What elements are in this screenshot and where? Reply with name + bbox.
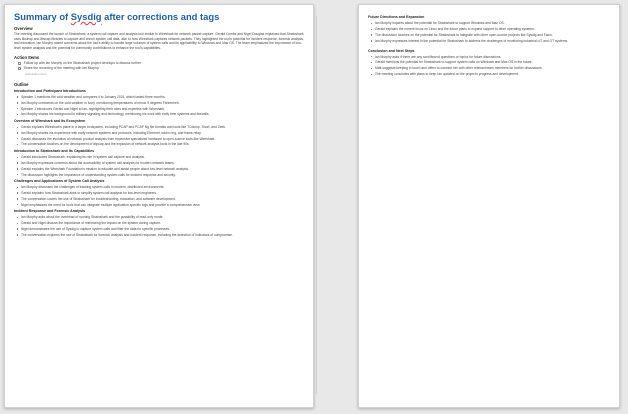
overview-text: The meeting discussed the launch of Stratoshark, a system call capture and analysis tool similar to Wireshark for network packet capture. Gerald Combs and Nigel Douglas explained that Stratoshark uses libsinsp and libscap libraries to capture and enrich system call data, akin to how Wireshark captures network packets. They highlighted the tool's potential for incident response, forensic analysis, and education. Ian Murphy raised concerns about the tool's ability to handle large volumes of system calls and its applicability to Windows and Mac OS. The team emphasized the importance of low-level system analysis and the potential for community contributions to enhance the tool's capabilities. <box>14 32 304 50</box>
outline-bullet-list <box>368 21 610 43</box>
outline-bullet-list <box>368 55 610 77</box>
page-divider <box>316 16 317 394</box>
action-item <box>18 61 304 65</box>
outline-bullet-list <box>14 215 304 237</box>
page-title <box>14 11 304 22</box>
list-item: Nigel emphasizes the need for tools that can integrate multiple application-specific logs and provide a comprehensive view. <box>14 203 304 207</box>
list-item: Gerald explains how Stratoshark aims to simplify system call analysis for low-level engineers. <box>14 191 304 195</box>
list-item: Ian Murphy shares his background in military signaling and technology, mentioning his work with early time systems and firewalls. <box>14 112 304 116</box>
action-item-text: Share the recording of the meeting with Ian Murphy. <box>23 66 100 71</box>
add-action-item-button[interactable]: Add action item <box>25 71 47 76</box>
title-misspelled-word[interactable]: Sysdig <box>70 11 102 22</box>
list-item: Ian Murphy inquires about the potential for Stratoshark to support Windows and Mac OS. <box>368 21 610 25</box>
document-page-left <box>4 4 314 408</box>
future-directions-heading: Future Directions and Expansion <box>368 15 425 20</box>
outline-heading: Outline <box>14 81 29 87</box>
list-item: Gerald discusses the evolution of network product analysis from expensive specialized hardware to open-source tools like Wireshark. <box>14 137 304 141</box>
list-item: Ian Murphy discusses the challenges of tracking system calls in modern, distributed environments. <box>14 185 304 189</box>
list-item: The discussion touches on the potential for Stratoshark to integrate with other open-source projects like Sysdig and Falco. <box>368 33 610 37</box>
list-item: Ian Murphy expresses interest in the potential for Stratoshark to address the challenges of monitoring industrial IoT and OT systems. <box>368 39 610 43</box>
outline-section-heading: Overview of Wireshark and Its Ecosystem <box>14 119 86 124</box>
list-item: The conversation explores the use of Stratoshark for forensic analysis and incident response, including the detection of indicators of compromise. <box>14 233 304 237</box>
document-page-right <box>358 4 620 408</box>
list-item: Ian Murphy asks about the overhead of running Stratoshark and the possibility of read-only mode. <box>14 215 304 219</box>
overview-heading: Overview <box>14 26 33 31</box>
list-item: Gerald explains the Wireshark Foundation's mission to educate and assist people about low-level network analysis. <box>14 167 304 171</box>
list-item: The meeting concludes with plans to keep Ian updated on the project's progress and development. <box>368 72 610 76</box>
outline-section-heading: Introduction to Stratoshark and Its Capabilities <box>14 149 95 154</box>
list-item: Speaker 1 mentions the cold weather and compares it to January 2024, which lasted three months. <box>14 95 304 99</box>
list-item: Nigel demonstrates the use of Sysdig to capture system calls and filter the data for specific processes. <box>14 227 304 231</box>
title-prefix: Summary of <box>14 11 71 22</box>
list-item: Ian Murphy shares his experience with early network systems and protocols, including Ethernet, token ring, and frame relay. <box>14 131 304 135</box>
outline-section-heading: Introduction and Participant Introductions <box>14 89 86 94</box>
outline-section-heading: Incident Response and Forensic Analysis <box>14 209 85 214</box>
list-item: The conversation covers the use of Stratoshark for troubleshooting, education, and software development. <box>14 197 304 201</box>
outline-section-heading: Challenges and Applications of System Call Analysis <box>14 179 105 184</box>
conclusion-heading: Conclusion and Next Steps <box>368 48 415 53</box>
list-item: Ian Murphy asks if there are any scrollbound questions or topics for future discussions. <box>368 55 610 59</box>
list-item: Gerald mentions the potential for Stratoshark to support system calls on Windows and Mac OS in the future. <box>368 60 610 64</box>
outline-bullet-list <box>14 125 304 147</box>
action-item-checkbox[interactable] <box>18 62 21 65</box>
list-item: Speaker 1 introduces Gerald and Nigel to Ian, highlighting their roles and expertise with Wireshark. <box>14 107 304 111</box>
list-item: The discussion highlights the importance of understanding system calls for incident response and security. <box>14 173 304 177</box>
action-items-heading: Action Items <box>14 54 40 60</box>
action-item-text: Follow up with Ian Murphy on the Stratoshark project develops to discuss further. <box>23 60 142 65</box>
outline-bullet-list <box>14 185 304 207</box>
outline-bullet-list <box>14 95 304 117</box>
list-item: The conversation touches on the development of libpcap and the explosion of network analysis tools in the late 90s. <box>14 142 304 146</box>
list-item: Ian Murphy expresses concerns about the accessibility of system call analysis for modern network teams. <box>14 161 304 165</box>
list-item: Gerald and Nigel discuss the importance of minimizing the impact on the system during capture. <box>14 221 304 225</box>
outline-bullet-list <box>14 155 304 177</box>
action-item-checkbox[interactable] <box>18 67 21 70</box>
list-item: Gerald introduces Stratoshark, explaining its role in system call capture and analysis. <box>14 155 304 159</box>
title-suffix: after corrections and tags <box>101 11 220 22</box>
list-item: Gerald explains the current focus on Linux and the future plans to expand support to other operating systems. <box>368 27 610 31</box>
list-item: Gerald explains Wireshark's place in a larger ecosystem, including PCAP and PCAP Ng file formats and tools like TCdump, Snort, and Zeek. <box>14 125 304 129</box>
action-item <box>18 66 304 70</box>
list-item: Ian Murphy comments on the cold weather in Ivory, mentioning temperatures of minus 9 degrees Fahrenheit. <box>14 101 304 105</box>
list-item: Matt suggests keeping in touch and offers to connect her with other relevant team members for further discussions. <box>368 66 610 70</box>
